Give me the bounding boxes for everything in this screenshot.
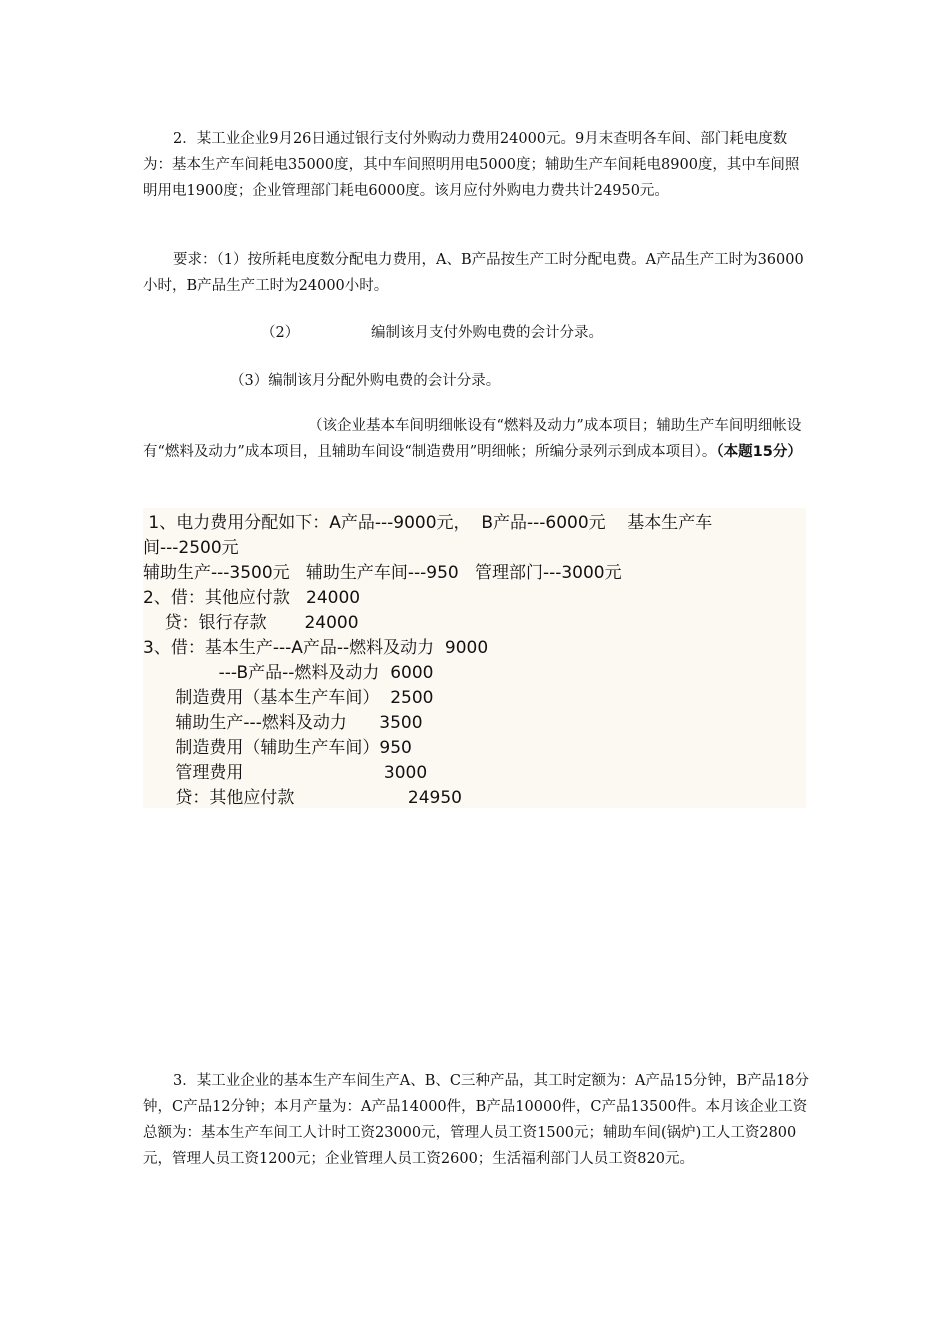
- answer-line: 管理费用 3000: [143, 763, 428, 783]
- answer-line: 2、借：其他应付款 24000: [143, 588, 361, 608]
- answer-box: [143, 508, 806, 808]
- answer-line: ---B产品--燃料及动力 6000: [143, 663, 434, 683]
- note-text: （该企业基本车间明细帐设有“燃料及动力”成本项目；辅助生产车间明细帐设有“燃料及动力”成本项目，且辅助车间设“制造费用”明细帐；所编分录列示到成本项目）。: [143, 418, 802, 460]
- question-3-text: [143, 1068, 811, 1172]
- question-2-text: [143, 126, 808, 204]
- answer-line: 3、借：基本生产---A产品--燃料及动力 9000: [143, 638, 489, 658]
- question-2-requirement-1: [143, 247, 808, 299]
- question-2-note: [143, 413, 808, 465]
- question-2-paragraph: 2．某工业企业9月26日通过银行支付外购动力费用24000元。9月末查明各车间、部门耗电度数为：基本生产车间耗电35000度，其中车间照明用电5000度；辅助生产车间耗电8900度，其中车间照明用电1900度；企业管理部门耗电6000度。该月应付外购电力费共计24950元。: [143, 131, 800, 199]
- answer-line: 辅助生产---3500元 辅助生产车间---950 管理部门---3000元: [143, 563, 622, 583]
- answer-line: 间---2500元: [143, 538, 239, 558]
- answer-line: 制造费用（辅助生产车间）950: [143, 738, 412, 758]
- answer-line: 贷：其他应付款 24950: [143, 788, 462, 808]
- answer-line: 1、电力费用分配如下：A产品---9000元， B产品---6000元 基本生产车: [143, 513, 713, 533]
- requirement-1-text: 要求：（1）按所耗电度数分配电力费用，A、B产品按生产工时分配电费。A产品生产工时为36000小时，B产品生产工时为24000小时。: [143, 252, 804, 294]
- answer-line: 辅助生产---燃料及动力 3500: [143, 713, 423, 733]
- question-3-paragraph: 3．某工业企业的基本生产车间生产A、B、C三种产品，其工时定额为：A产品15分钟，B产品18分钟，C产品12分钟；本月产量为：A产品14000件，B产品10000件，C产品13500件。本月该企业工资总额为：基本生产车间工人计时工资23000元，管理人员工资1500元；辅助车间(锅炉)工人工资2800元，管理人员工资1200元；企业管理人员工资2600；生活福利部门人员工资820元。: [143, 1073, 809, 1167]
- question-2-requirement-3: [143, 368, 808, 394]
- score-label: （本题15分）: [716, 444, 802, 460]
- requirement-3-text: （3）编制该月分配外购电费的会计分录。: [230, 373, 501, 389]
- answer-line: 制造费用（基本生产车间） 2500: [143, 688, 434, 708]
- requirement-2-number: （2）: [261, 325, 300, 341]
- requirement-2-text: 编制该月支付外购电费的会计分录。: [371, 325, 603, 341]
- answer-line: 贷：银行存款 24000: [143, 613, 359, 633]
